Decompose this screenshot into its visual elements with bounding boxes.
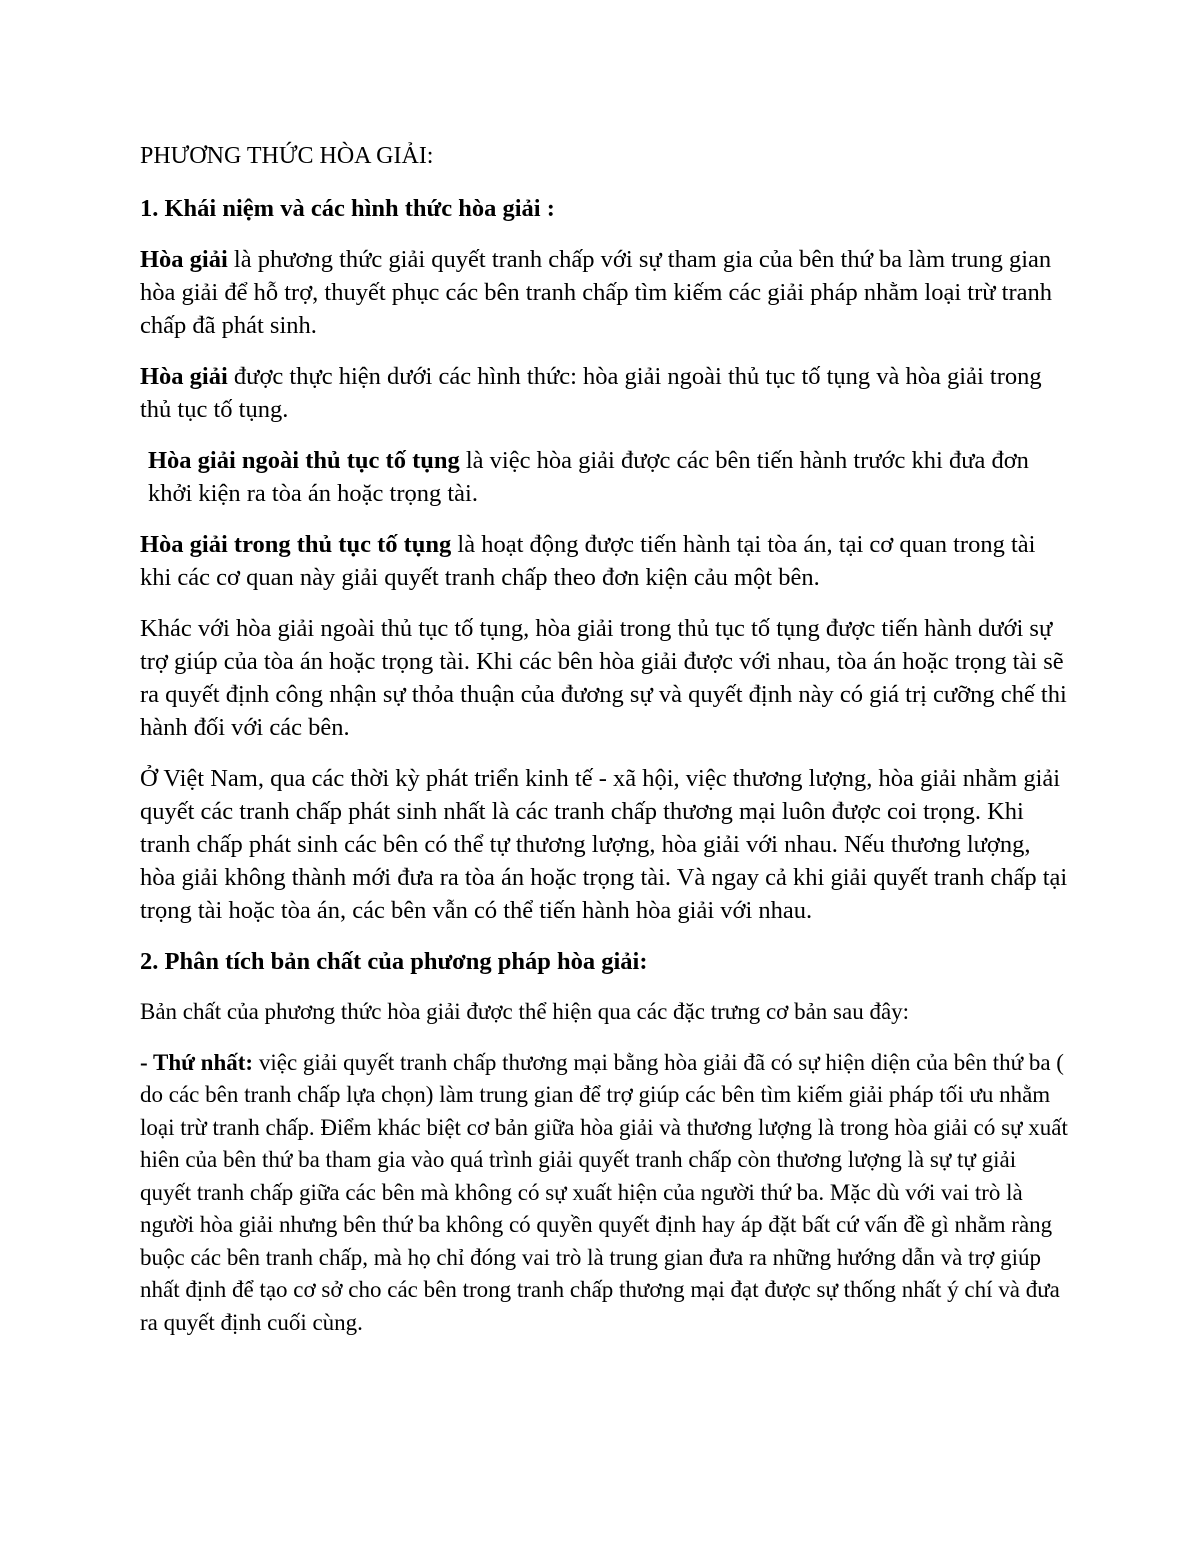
paragraph-definition <box>140 243 1070 342</box>
paragraph-text: là việc hòa giải được các bên tiến hành trước khi đưa đơn khởi kiện ra tòa án hoặc trọng tài. <box>148 447 1029 507</box>
paragraph-first-feature <box>140 1047 1070 1340</box>
paragraph-text: là hoạt động được tiến hành tại tòa án, tại cơ quan trong tài khi các cơ quan này giải quyết tranh chấp theo đơn kiện cảu một bên. <box>140 531 1036 591</box>
term-bold: Hòa giải ngoài thủ tục tố tụng <box>148 447 460 474</box>
paragraph-text: việc giải quyết tranh chấp thương mại bằng hòa giải đã có sự hiện diện của bên thứ ba ( do các bên tranh chấp lựa chọn) làm trung gian để trợ giúp các bên tìm kiếm giải pháp tối ưu nhằm loại trừ tranh chấp. Điểm khác biệt cơ bản giữa hòa giải và thương lượng là trong hòa giải có sự xuất hiên của bên thứ ba tham gia vào quá trình giải quyết tranh chấp còn thương lượng là sự tự giải quyết tranh chấp giữa các bên mà không có sự xuất hiện của người thứ ba. Mặc dù với vai trò là người hòa giải nhưng bên thứ ba không có quyền quyết định hay áp đặt bất cứ vấn đề gì nhằm ràng buộc các bên tranh chấp, mà họ chỉ đóng vai trò là trung gian đưa ra những hướng dẫn và trợ giúp nhất định để tạo cơ sở cho các bên trong tranh chấp thương mại đạt được sự thống nhất ý chí và đưa ra quyết định cuối cùng. <box>140 1049 1068 1335</box>
paragraph-comparison: Khác với hòa giải ngoài thủ tục tố tụng, hòa giải trong thủ tục tố tụng được tiến hành dưới sự trợ giúp của tòa án hoặc trọng tài. Khi các bên hòa giải được với nhau, tòa án hoặc trọng tài sẽ ra quyết định công nhận sự thỏa thuận của đương sự và quyết định này có giá trị cưỡng chế thi hành đối với các bên. <box>140 615 1067 741</box>
document-title: PHƯƠNG THỨC HÒA GIẢI: <box>140 143 434 169</box>
paragraph-text: được thực hiện dưới các hình thức: hòa giải ngoài thủ tục tố tụng và hòa giải trong thủ tục tố tụng. <box>140 363 1042 423</box>
paragraph-text: là phương thức giải quyết tranh chấp với sự tham gia của bên thứ ba làm trung gian hòa giải để hỗ trợ, thuyết phục các bên tranh chấp tìm kiếm các giải pháp nhằm loại trừ tranh chấp đã phát sinh. <box>140 246 1053 339</box>
paragraph-in-court <box>140 528 1070 594</box>
section-1-heading: 1. Khái niệm và các hình thức hòa giải : <box>140 195 555 222</box>
paragraph-vietnam: Ở Việt Nam, qua các thời kỳ phát triển kinh tế - xã hội, việc thương lượng, hòa giải nhằm giải quyết các tranh chấp phát sinh nhất là các tranh chấp thương mại luôn được coi trọng. Khi tranh chấp phát sinh các bên có thể tự thương lượng, hòa giải với nhau. Nếu thương lượng, hòa giải không thành mới đưa ra tòa án hoặc trọng tài. Và ngay cả khi giải quyết tranh chấp tại trọng tài hoặc tòa án, các bên vẫn có thể tiến hành hòa giải với nhau. <box>140 765 1068 924</box>
term-bold: Hòa giải <box>140 246 228 273</box>
section-2-heading: 2. Phân tích bản chất của phương pháp hòa giải: <box>140 948 648 975</box>
document-page <box>140 140 1070 1357</box>
term-bold: - Thứ nhất: <box>140 1049 254 1075</box>
paragraph-intro: Bản chất của phương thức hòa giải được thể hiện qua các đặc trưng cơ bản sau đây: <box>140 999 910 1024</box>
term-bold: Hòa giải <box>140 363 228 390</box>
paragraph-forms <box>140 360 1070 426</box>
term-bold: Hòa giải trong thủ tục tố tụng <box>140 531 452 558</box>
paragraph-out-of-court <box>140 444 1070 510</box>
